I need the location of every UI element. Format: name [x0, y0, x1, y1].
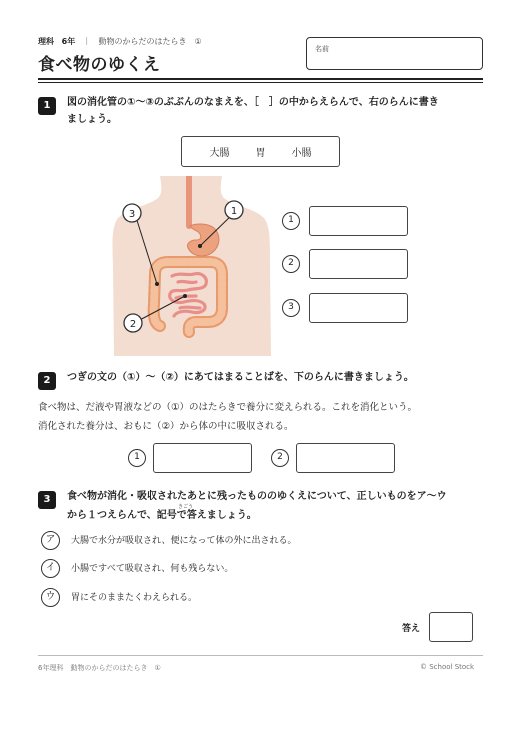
word-small-intestine: 小腸: [291, 148, 312, 159]
header-rule-thick: [38, 78, 483, 80]
answer-label-2: 2: [282, 255, 300, 273]
answer-box-3[interactable]: [309, 293, 408, 323]
word-large-intestine: 大腸: [209, 148, 230, 159]
q2-answer-box-1[interactable]: [153, 443, 252, 473]
name-field[interactable]: [306, 37, 483, 70]
header-subtitle: [38, 36, 202, 47]
question-1-text-line1: 図の消化管の①〜③のぶぶんのなまえを、［ ］の中からえらんで、右のらんに書き: [67, 97, 439, 108]
answer-box-1[interactable]: [309, 206, 408, 236]
name-label: 名前: [315, 45, 329, 53]
answer-box-2[interactable]: [309, 249, 408, 279]
q2-answer-box-2[interactable]: [296, 443, 395, 473]
choice-i-text: 小腸ですべて吸収され、何も残らない。: [71, 564, 234, 574]
question-2-badge: 2: [38, 372, 56, 390]
question-3-text-line2: から１つえらんで、記号で答えましょう。: [67, 510, 257, 521]
svg-text:2: 2: [129, 319, 137, 330]
question-2-passage-line2: 消化された養分は、おもに（②）から体の中に吸収される。: [38, 421, 294, 432]
digestive-system-diagram: [110, 176, 275, 356]
header-rule-thin: [38, 82, 483, 83]
q3-answer-box[interactable]: [429, 612, 473, 642]
grade-label: 6年: [61, 37, 76, 46]
diagram-label-3: [123, 204, 141, 222]
question-2-passage-line1: 食べ物は、だ液や胃液などの（①）のはたらきで養分に変えられる。これを消化という。: [38, 402, 418, 413]
answer-label-1: 1: [282, 212, 300, 230]
choice-u-mark: ウ: [41, 588, 60, 607]
diagram-label-2: [124, 314, 142, 332]
question-1-text-line2: ましょう。: [67, 114, 117, 125]
choice-u-text: 胃にそのままたくわえられる。: [71, 593, 198, 603]
choice-a-mark: ア: [41, 531, 60, 550]
choice-i-mark: イ: [41, 559, 60, 578]
q2-answer-label-1: 1: [128, 449, 146, 467]
question-2-text: つぎの文の（①）〜（②）にあてはまることばを、下のらんに書きましょう。: [67, 372, 414, 383]
header-separator: ｜: [82, 37, 91, 46]
answer-label: 答え: [402, 624, 421, 634]
diagram-label-1: [225, 201, 243, 219]
q2-answer-label-2: 2: [271, 449, 289, 467]
unit-label: 動物のからだのはたらき ①: [98, 37, 202, 46]
question-3-text-line1: 食べ物が消化・吸収されたあとに残ったもののゆくえについて、正しいものをア〜ウ: [67, 491, 447, 502]
svg-text:3: 3: [128, 209, 136, 220]
choice-a-text: 大腸で水分が吸収され、便になって体の外に出される。: [71, 536, 297, 546]
question-1-badge: 1: [38, 97, 56, 115]
word-choice-box: [181, 136, 340, 167]
footer-left-text: 6年理科 動物のからだのはたらき ①: [38, 664, 161, 672]
question-3-badge: 3: [38, 491, 56, 509]
page-title: 食べ物のゆくえ: [38, 55, 161, 75]
word-stomach: 胃: [255, 148, 266, 159]
subject-label: 理科: [38, 37, 54, 46]
footer-copyright: © School Stock: [420, 663, 475, 671]
ruby-kigou: きごう: [178, 504, 194, 510]
svg-text:1: 1: [230, 206, 238, 217]
footer-rule: [38, 655, 483, 656]
answer-label-3: 3: [282, 299, 300, 317]
